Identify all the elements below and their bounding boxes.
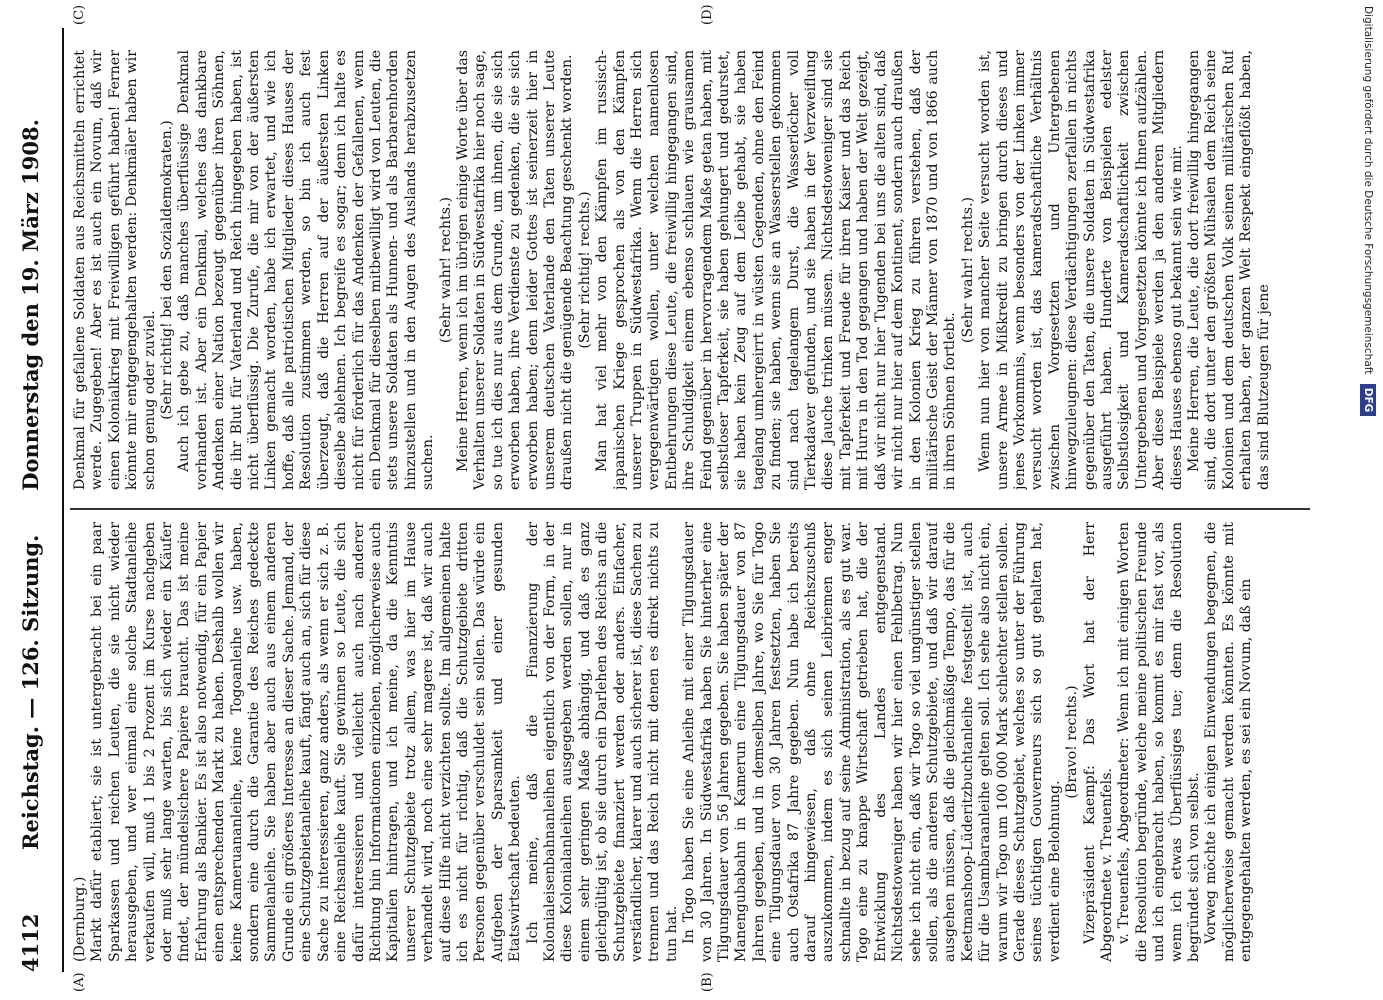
paragraph: v. Treuenfels, Abgeordneter: Wenn ich mit einigen Worten die Resolution begründe, welche meine politischen Freunde und ich eingebracht haben, so kommt es mir fast vor, als wenn ich etwas Überflüssiges tue; denn die Resolution begründet sich von selbst. <box>1116 522 1202 962</box>
paragraph: Vizepräsident Kaempf: Das Wort hat der Herr Abgeordnete v. Treuenfels. <box>1081 522 1115 962</box>
interjection: (Sehr wahr! rechts.) <box>959 196 976 344</box>
paragraph: Meine Herren, die Leute, die dort freiwillig hingegangen sind, die dort unter den größten Mühsalen dem Reich seine Kolonien und dem deutschen Volk seinen militärischen Ruf erhalten haben, der ganzen Welt Respekt eingeflößt haben, das sind Blutzeugen für jene <box>1186 50 1272 490</box>
running-header <box>18 119 60 850</box>
column-divider <box>70 508 1310 510</box>
interjection: (Sehr wahr! rechts.) <box>437 196 454 344</box>
digitization-note-text: Digitalisierung gefördert durch die Deutsche Forschungsgemeinschaft <box>1362 6 1374 375</box>
dfg-logo: DFG <box>1360 384 1376 417</box>
paragraph: Wenn nun hier von mancher Seite versucht worden ist, unsere Armee in Mißkredit zu bringen durch dieses und jenes Vorkommnis, wenn besonders von der Linken immer versucht worden ist, das kameradschaftliche Verhältnis zwischen Vorgesetzten und Untergebenen hinwegzuleugnen: diese Verdächtigungen zerfallen in nichts gegenüber den Taten, die unsere Soldaten in Südwestafrika ausgeführt haben. Hunderte von Beispielen edelster Selbstlosigkeit und Kameradschaftlichkeit zwischen Untergebenen und Vorgesetzten könnte ich Ihnen aufzählen. Aber diese Beispiele werden ja den anderen Mitgliedern dieses Hauses ebenso gut bekannt sein wie mir. <box>977 50 1185 490</box>
paragraph: Man hat viel mehr von den Kämpfen im russisch-japanischen Kriege gesprochen als von den Kämpfen unserer Truppen in Südwestafrika. Wenn die Herren sich vergegenwärtigen wollen, unter welchen namenlosen Entbehrungen diese Leute, die freiwillig hingegangen sind, ihre Schuldigkeit einem ebenso schlauen wie grausamen Feind gegenüber in hervorragendem Maße getan haben, mit selbstloser Tapferkeit, sie haben gehungert und gedurstet, sie haben kein Zeug auf dem Leibe gehabt, sie haben tagelang umhergeirrt in wüsten Gegenden, ohne den Feind zu finden; sie haben, wenn sie an Wasserstellen gekommen sind nach tagelangem Durst, die Wasserlöcher voll Tierkadaver gefunden, und sie haben in der Verzweiflung diese Jauche trinken müssen. Nichtsdestoweniger sind sie mit Tapferkeit und Freude für ihren Kaiser und das Reich mit Hurra in den Tod gegangen und haben der Welt gezeigt, daß wir nicht nur hier Tugenden bei uns die alten sind, daß wir nicht nur hier auf dem Kontinent, sondern auch draußen in den Kolonien Krieg zu führen verstehen, daß der militärische Geist der Männer von 1870 und von 1866 auch in ihren Söhnen fortlebt. <box>594 50 959 490</box>
paragraph: Vorweg möchte ich einigen Einwendungen begegnen, die möglicherweise gemacht werden könnten. Es könnte mit entgegengehalten werden, es sei ein Novum, daß ein <box>1203 522 1255 962</box>
paragraph: Ich meine, daß die Finanzierung der Kolonialeisenbahnanleihen eigentlich von der Form, in der diese Kolonialanleihen ausgegeben werden sollen, nur in einem sehr geringen Maße abhängig, und daß es ganz gleichgültig ist, ob sie durch ein Darlehen des Reichs an die Schutzgebiete finanziert werden oder anders. Einfacher, verständlicher, klarer und auch sicherer ist, diese Sachen zu trennen und das Reich nicht mit denen es direkt nichts zu tun hat. <box>524 522 680 962</box>
right-text-column <box>72 50 1307 490</box>
paragraph: Markt dafür etabliert; sie ist untergebracht bei ein paar Sparkassen und reichen Leuten, die sie nicht wieder herausgeben, und wer einmal eine solche Stadtanleihe verkaufen will, muß 1 bis 2 Prozent im Kurse nachgeben oder muß sehr lange warten, bis sich wieder ein Käufer findet, der mündelsichere Papiere braucht. Das ist meine Erfahrung als Bankier. Es ist also notwendig, für ein Papier einen entsprechenden Markt zu haben. Deshalb wollen wir keine Kameruananleihe, keine Togoanleihe usw. haben, sondern eine durch die Garantie des Reiches gedeckte Sammelanleihe. Sie haben aber auch aus einem anderen Grunde ein größeres Interesse an dieser Sache. Jemand, der eine Schutzgebietanleihe kauft, fängt auch an, sich für diese Sache zu interessieren, ganz anders, als wenn er sich z. B. eine Reichsanleihe kauft. Sie gewinnen so Leute, die sich dafür interessieren und vielleicht auch nach anderer Richtung hin Informationen einziehen, möglicherweise auch Kapitalien hintragen, und ich meine, da die Kenntnis unserer Schutzgebiete trotz allem, was hier im Hause verhandelt wird, noch eine sehr magere ist, daß wir auch auf diese Hilfe nicht verzichten sollte. Im allgemeinen halte ich es nicht für richtig, daß die Schutzgebiete dritten Personen gegenüber verschuldet sein sollen. Das würde ein Aufgeben der Sparsamkeit und einer gesunden Etatswirtschaft bedeuten. <box>89 522 524 962</box>
interjection: (Bravo! rechts.) <box>1064 685 1081 799</box>
interjection: (Sehr richtig! rechts.) <box>576 191 593 349</box>
margin-marker-a: (A) <box>72 972 87 992</box>
header-rule <box>62 28 64 972</box>
margin-marker-c: (C) <box>72 4 87 25</box>
paragraph: Denkmal für gefallene Soldaten aus Reichsmitteln errichtet werde. Zugegeben! Aber es ist auch ein Novum, daß wir einen Kolonialkrieg mit Freiwilligen geführt haben! Ferner könnte mir entgegengehalten werden: Denkmäler haben wir schon genug oder zuviel. <box>72 50 158 490</box>
session-date: Donnerstag den 19. März 1908. <box>18 119 43 491</box>
paragraph: Meine Herren, wenn ich im übrigen einige Worte über das Verhalten unserer Soldaten in Südwestafrika hier noch sage, so tue ich dies nur aus dem Grunde, um ihnen, die sie sich erworben haben, ihre Verdienste zu gedenken, die sie sich erworben haben; denn leider Gottes ist seinerzeit hier in unserem deutschen Vaterlande den Taten unserer Leute draußen nicht die genügende Beachtung geschenkt worden. <box>454 50 576 490</box>
margin-marker-d: (D) <box>700 4 715 25</box>
page-number: 4112 <box>18 913 43 972</box>
paragraph: (Dernburg.) <box>72 876 88 962</box>
paragraph: Auch ich gebe zu, daß manches überflüssige Denkmal vorhanden ist. Aber ein Denkmal, welches das dankbare Andenken einer Nation bezeugt gegenüber ihren Söhnen, die ihr Blut für Vaterland und Reich hingegeben haben, ist nicht überflüssig. Die Zurufe, die mir von der äußersten Linken gemacht worden, habe ich erwartet, und wie ich hoffe, daß alle patriotischen Mitglieder dieses Hauses der Resolution zustimmen werden, so bin ich auch fest überzeugt, daß die Herren auf der äußersten Linken dieselbe ablehnen. Ich begreife es sogar; denn ich halte es nicht für förderlich für das Andenken der Gefallenen, wenn ein Denkmal für dieselben mitbewilligt wird von Leuten, die stets unsere Soldaten als Hunnen- und als Barbarenhorden hinzustellen und in den Augen des Auslands herabzusetzen suchen. <box>176 50 437 490</box>
margin-marker-b: (B) <box>700 972 715 992</box>
paragraph: In Togo haben Sie eine Anleihe mit einer Tilgungsdauer von 30 Jahren. In Südwestafrika haben Sie hinterher eine Tilgungsdauer von 56 Jahren gegeben. Sie haben später der Manengubabahn in Kamerun eine Tilgungsdauer von 87 Jahren gegeben, und in demselben Jahre, wo Sie für Togo eine Tilgungsdauer von 30 Jahren festsetzten, haben Sie auch Ostafrika 87 Jahre gegeben. Nun habe ich bereits darauf hingewiesen, daß ohne Reichszuschuß auszukommen, indem es sich seinen Leibriemen enger schnallte in bezug auf seine Administration, als es gut war. Togo eine zu knappe Wirtschaft getrieben hat, die der Entwicklung des Landes entgegenstand. Nichtsdestoweniger haben wir hier einen Fehlbetrag. Nun sehe ich nicht ein, daß wir Togo so viel ungünstiger stellen sollen, als die anderen Schutzgebiete, und daß wir darauf ausgehen müssen, daß die gleichmäßige Tempo, das für die Keetmanshoop-Lüderitzbuchtanleihe festgestellt ist, auch für die Usambaraanleihe gelten soll. Ich sehe also nicht ein, warum wir Togo um 100 000 Mark schlechter stellen sollen. Gerade dieses Schutzgebiet, welches so unter der Führung seines tüchtigen Gouverneurs sich so gut gehalten hat, verdient eine Belohnung. <box>681 522 1063 962</box>
session-title: Reichstag. — 126. Sitzung. <box>18 534 43 850</box>
interjection: (Sehr richtig! bei den Sozialdemokraten.) <box>159 120 176 420</box>
left-text-column <box>72 522 1307 962</box>
digitization-note <box>1355 6 1381 991</box>
